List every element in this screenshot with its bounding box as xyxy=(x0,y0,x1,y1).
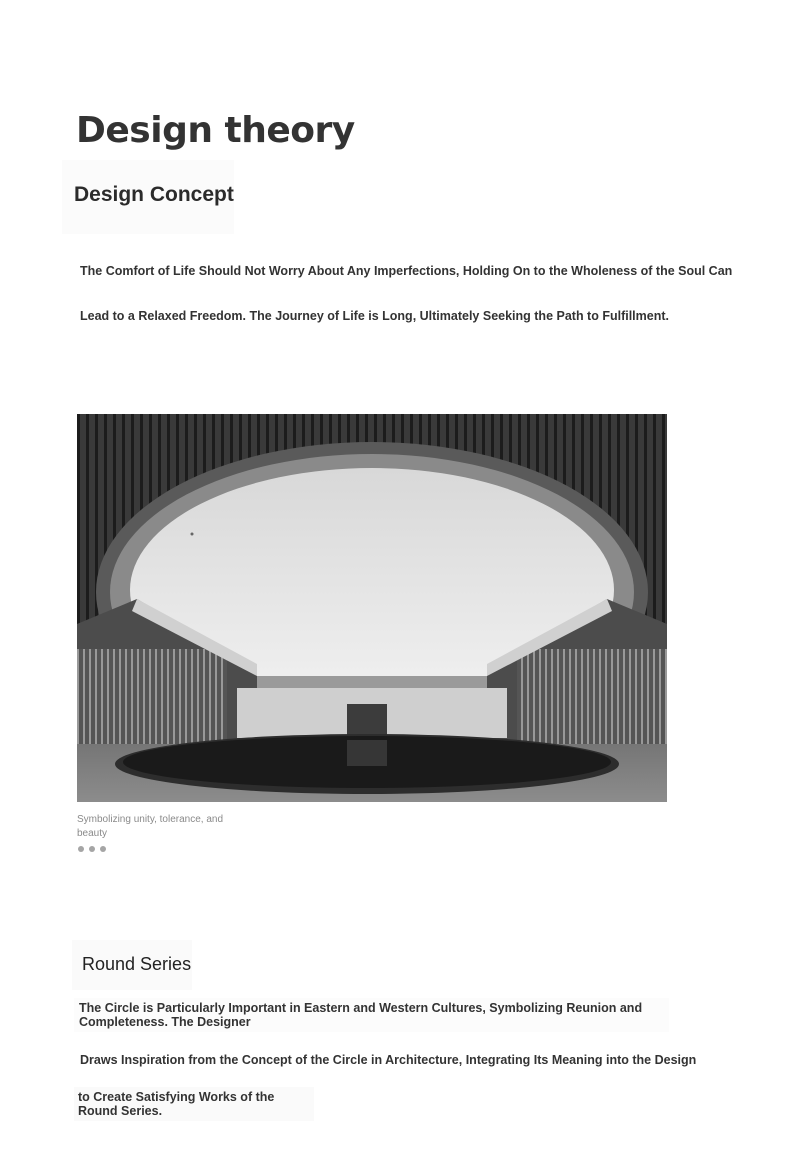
dot xyxy=(89,846,95,852)
courtyard-photo-icon xyxy=(77,414,667,802)
round-series-paragraph-1: The Circle is Particularly Important in Eastern and Western Cultures, Symbolizing Reunion and Completeness. The Designer xyxy=(79,1001,643,1029)
ellipsis-icon[interactable] xyxy=(78,846,106,852)
section-heading-round-series: Round Series xyxy=(82,954,192,974)
dot xyxy=(100,846,106,852)
section-heading-design-concept: Design Concept xyxy=(74,183,234,206)
concept-text-line-1: The Comfort of Life Should Not Worry About Any Imperfections, Holding On to the Wholeness of the Soul Can xyxy=(80,264,733,278)
dot xyxy=(78,846,84,852)
concept-text-line-2: Lead to a Relaxed Freedom. The Journey of Life is Long, Ultimately Seeking the Path to Fulfillment. xyxy=(80,309,669,323)
page-title: Design theory xyxy=(76,110,355,151)
round-series-paragraph-3: to Create Satisfying Works of the Round Series. xyxy=(78,1090,275,1118)
courtyard-photo-graphic xyxy=(77,414,667,802)
round-series-paragraph-2: Draws Inspiration from the Concept of the Circle in Architecture, Integrating Its Meaning into the Design xyxy=(80,1053,697,1067)
photo-caption: Symbolizing unity, tolerance, and beauty xyxy=(77,814,224,839)
